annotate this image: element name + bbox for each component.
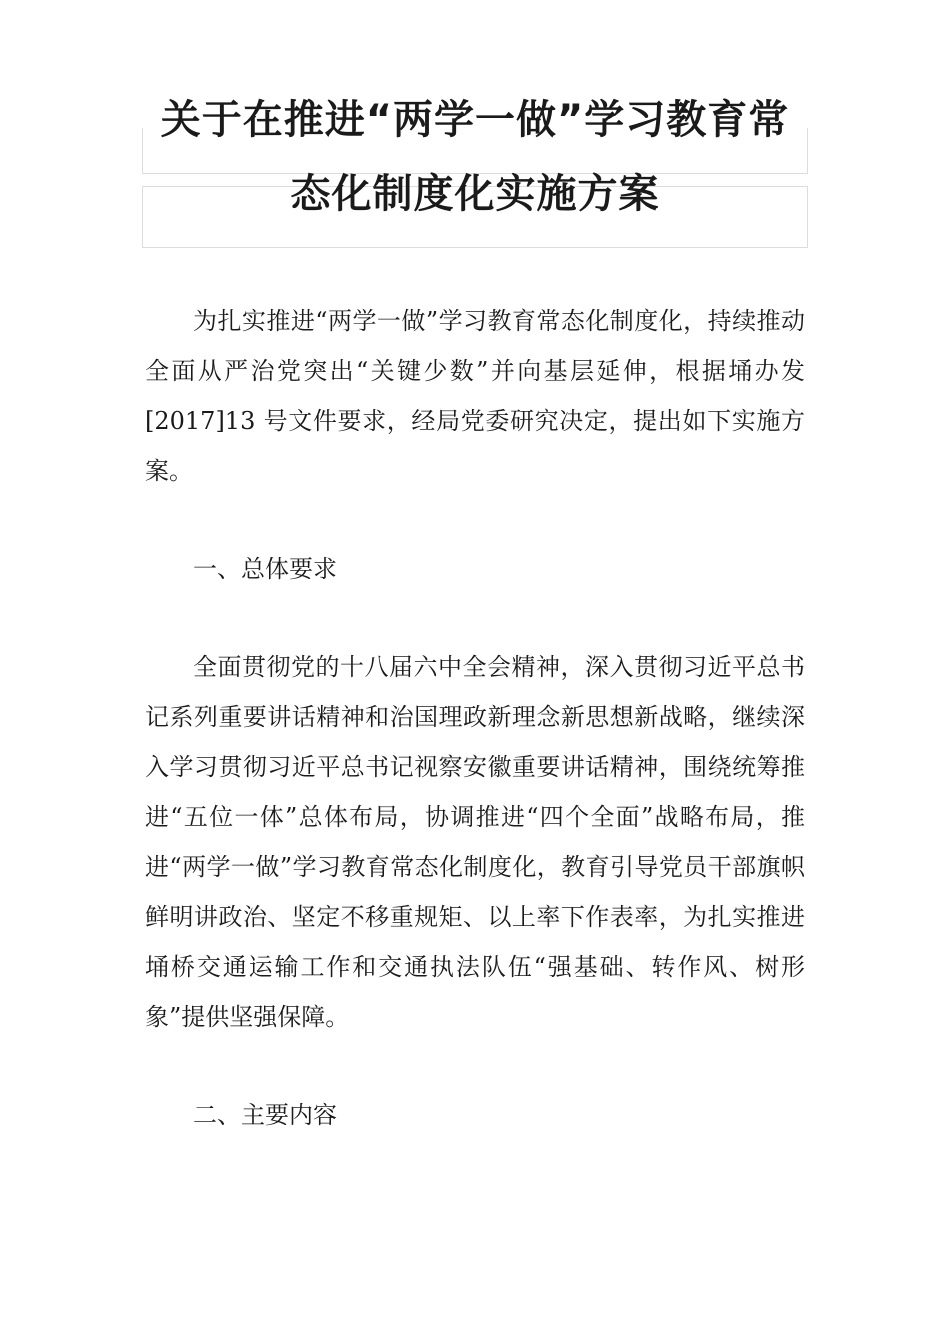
document-title-line-2: 态化制度化实施方案 [290,171,660,217]
intro-paragraph: 为扎实推进“两学一做”学习教育常态化制度化，持续推动全面从严治党突出“关键少数”并向基层延伸，根据埇办发[2017]13 号文件要求，经局党委研究决定，提出如下实施方案。 [145,307,805,485]
document-title-line-1: 关于在推进“两学一做”学习教育常 [160,97,790,143]
general-requirements-paragraph: 全面贯彻党的十八届六中全会精神，深入贯彻习近平总书记系列重要讲话精神和治国理政新理念新思想新战略，继续深入学习贯彻习近平总书记视察安徽重要讲话精神，围绕统筹推进“五位一体”总体布局，协调推进“四个全面”战略布局，推进“两学一做”学习教育常态化制度化，教育引导党员干部旗帜鲜明讲政治、坚定不移重规矩、以上率下作表率，为扎实推进埇桥交通运输工作和交通执法队伍“强基础、转作风、树形象”提供坚强保障。 [145,653,805,1031]
section-heading-main-content: 二、主要内容 [193,1101,337,1129]
section-heading-general-requirements: 一、总体要求 [193,555,337,583]
